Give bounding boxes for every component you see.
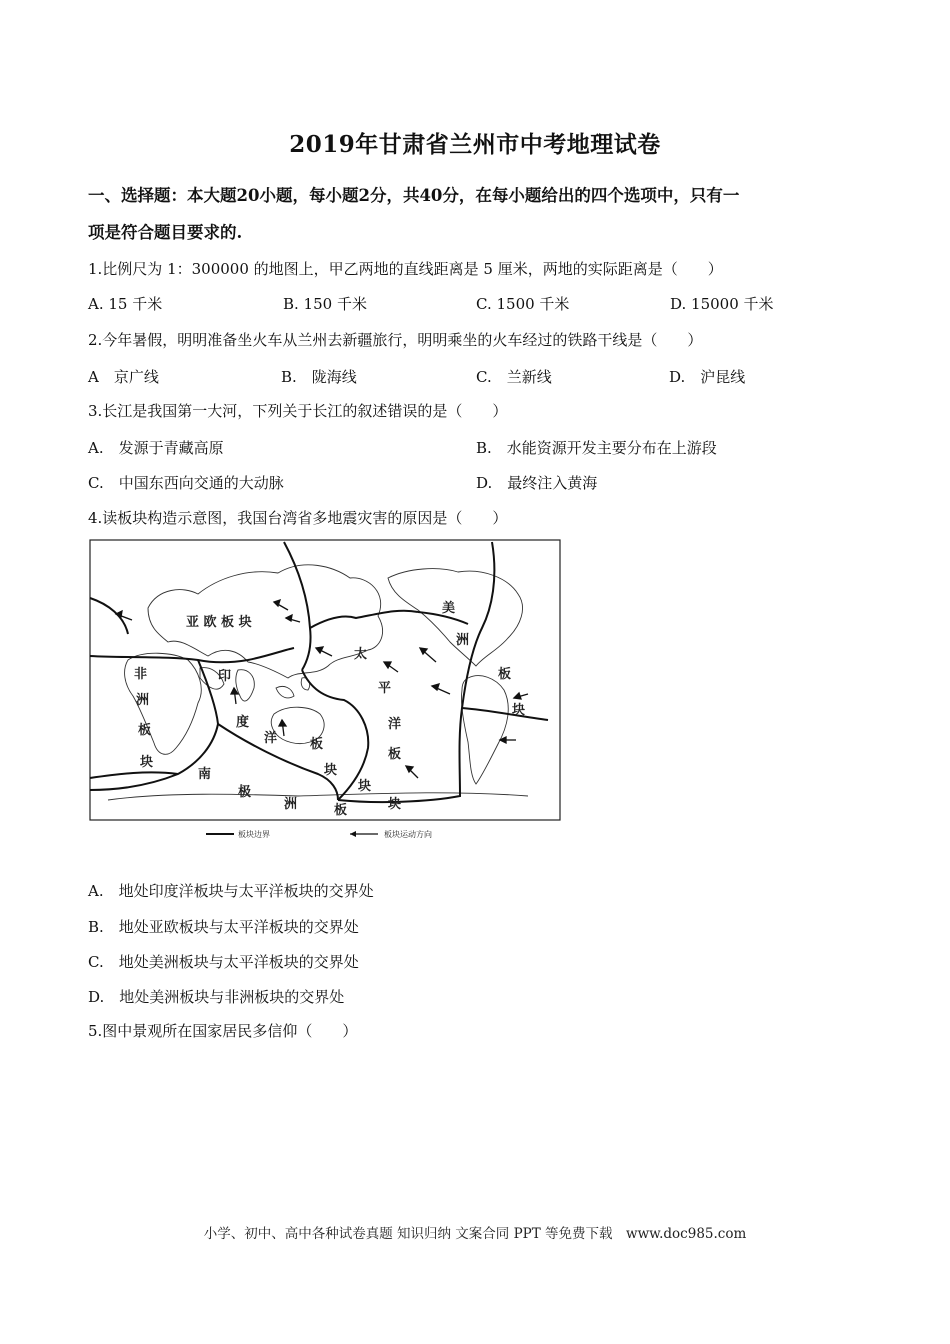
- label-american-plate-2: 洲: [456, 633, 470, 648]
- label-indian-plate-2: 度: [236, 715, 250, 730]
- plate-tectonics-map: [88, 538, 562, 844]
- label-african-plate-2: 洲: [136, 693, 150, 708]
- label-american-plate-4: 块: [512, 703, 526, 718]
- label-antarctic-plate-4: 板: [334, 803, 348, 818]
- label-american-plate-1: 美: [442, 601, 456, 616]
- label-african-plate-1: 非: [134, 667, 148, 682]
- question-1-option-c: C. 1500 千米: [476, 295, 570, 313]
- label-indian-plate-3: 洋: [264, 731, 278, 746]
- question-3-option-d: D. 最终注入黄海: [476, 474, 598, 492]
- question-2-option-c: C. 兰新线: [476, 368, 552, 386]
- question-2-option-a: A 京广线: [88, 368, 159, 386]
- question-4-option-b: B. 地处亚欧板块与太平洋板块的交界处: [88, 918, 359, 936]
- label-antarctic-plate-3: 洲: [284, 797, 298, 812]
- section-heading-line1: 一、选择题：本大题20小题，每小题2分，共40分，在每小题给出的四个选项中，只有一: [88, 186, 740, 205]
- question-3-option-b: B. 水能资源开发主要分布在上游段: [476, 439, 717, 457]
- section-heading-line2: 项是符合题目要求的.: [88, 223, 243, 242]
- label-indian-plate-1: 印: [218, 669, 232, 684]
- question-3-option-a: A. 发源于青藏高原: [88, 439, 224, 457]
- label-pacific-plate-3: 洋: [388, 717, 402, 732]
- label-pacific-plate-5: 块: [358, 779, 372, 794]
- label-pacific-plate-1: 太: [354, 647, 368, 662]
- label-pacific-plate-2: 平: [378, 681, 392, 696]
- label-antarctic-plate-2: 极: [238, 785, 252, 800]
- question-3-option-c: C. 中国东西向交通的大动脉: [88, 474, 284, 492]
- question-3-stem: 3.长江是我国第一大河，下列关于长江的叙述错误的是（ ）: [88, 402, 508, 420]
- map-legend: [206, 829, 432, 839]
- page-footer: 小学、初中、高中各种试卷真题 知识归纳 文案合同 PPT 等免费下载 www.doc985.com: [203, 1226, 747, 1242]
- legend-direction-label: 板块运动方向: [384, 830, 432, 839]
- question-1-stem: 1.比例尺为 1：300000 的地图上，甲乙两地的直线距离是 5 厘米，两地的实际距离是（ ）: [88, 260, 723, 278]
- question-4-option-c: C. 地处美洲板块与太平洋板块的交界处: [88, 953, 359, 971]
- question-1-option-a: A. 15 千米: [88, 295, 163, 313]
- label-indian-plate-5: 块: [324, 763, 338, 778]
- label-african-plate-3: 板: [138, 723, 152, 738]
- question-2-option-d: D. 沪昆线: [669, 368, 746, 386]
- label-pacific-plate-4: 板: [388, 747, 402, 762]
- question-4-stem: 4.读板块构造示意图，我国台湾省多地震灾害的原因是（ ）: [88, 509, 508, 527]
- legend-arrowhead-icon: [350, 831, 356, 837]
- question-1-option-b: B. 150 千米: [283, 295, 367, 313]
- question-1-option-d: D. 15000 千米: [670, 295, 774, 313]
- label-eurasian-plate: 亚 欧 板 块: [186, 615, 252, 630]
- question-4-option-d: D. 地处美洲板块与非洲板块的交界处: [88, 988, 345, 1006]
- question-2-option-b: B. 陇海线: [281, 368, 357, 386]
- page-title: 2019年甘肃省兰州市中考地理试卷: [289, 131, 661, 158]
- question-5-stem: 5.图中景观所在国家居民多信仰（ ）: [88, 1022, 358, 1040]
- question-4-option-a: A. 地处印度洋板块与太平洋板块的交界处: [88, 882, 374, 900]
- label-indian-plate-4: 板: [310, 737, 324, 752]
- label-american-plate-3: 板: [498, 667, 512, 682]
- legend-boundary-label: 板块边界: [238, 830, 270, 839]
- label-african-plate-4: 块: [140, 755, 154, 770]
- label-antarctic-plate-1: 南: [198, 767, 212, 782]
- label-antarctic-plate-5: 块: [388, 797, 402, 812]
- question-2-stem: 2.今年暑假，明明准备坐火车从兰州去新疆旅行，明明乘坐的火车经过的铁路干线是（ ）: [88, 331, 703, 349]
